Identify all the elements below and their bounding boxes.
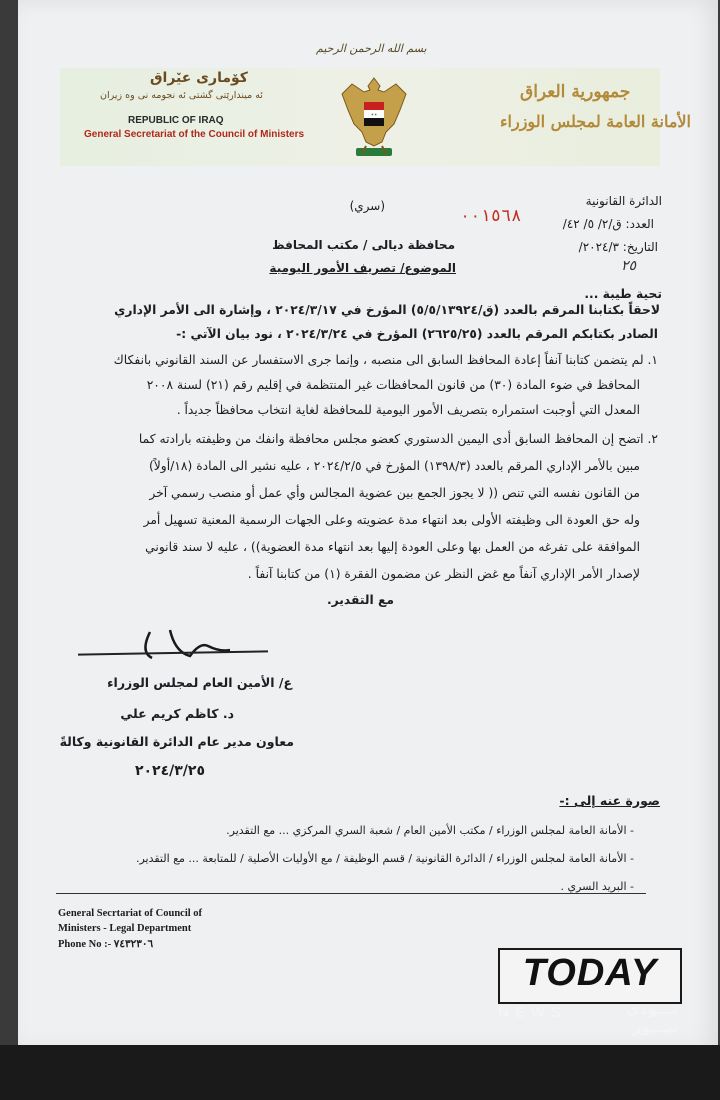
date-handwritten: ٢٥ <box>620 258 636 274</box>
footer-line-1: General Secrtariat of Council of <box>58 908 203 919</box>
item2-line4: وله حق العودة الى وظيفته الأولى بعد انتهاء مدة عضويته وعلى الجهات الرسمية المعنية تسهيل أمر <box>143 513 640 527</box>
item2-line3: من القانون نفسه التي تنص (( لا يجوز الجمع بين عضوية المجالس وأي عمل أو منصب رسمي آخر <box>149 486 640 500</box>
reference-number: العدد: ق/٢/ ٥/ ٤٢/ <box>562 217 654 231</box>
today-logo-text: TODAY <box>522 952 658 994</box>
item2-line1: ٢. اتضح إن المحافظ السابق أدى اليمين الدستوري كعضو مجلس محافظة وانفك من وظيفته بارادته كما <box>138 432 658 446</box>
footer-line-3: Phone No :- ٧٤٣٢٣٠٦ <box>58 939 154 950</box>
background-bottom <box>0 1045 720 1100</box>
signature-scrawl <box>130 622 240 672</box>
copy-line-2: - الأمانة العامة لمجلس الوزراء / الدائرة القانونية / قسم الوظيفة / مع الأوليات الأصلية / للمتابعة ... مع التقدير. <box>135 852 634 865</box>
closing: مع التقدير. <box>326 593 394 607</box>
item2-line5: الموافقة على تفرغه من العمل بها وعلى العودة إليها بعد انتهاء مدة العضوية)) ، عليه لا سند قانوني <box>145 540 640 554</box>
copy-line-1: - الأمانة العامة لمجلس الوزراء / مكتب الأمين العام / شعبة السري المركزي ... مع التقدير. <box>226 824 634 837</box>
kurdish-title: كوٚماری عیٚراق <box>150 70 248 86</box>
basmala: بسم الله الرحمن الرحيم <box>316 42 427 55</box>
today-logo <box>498 948 682 1004</box>
greeting: تحية طيبة ... <box>584 287 662 301</box>
news-label-arabic: تـــودي نيـــوز <box>626 1000 678 1036</box>
footer-divider <box>56 893 646 894</box>
signature-date: ٢٠٢٤/٣/٢٥ <box>134 763 205 779</box>
svg-text:✶✶: ✶✶ <box>370 112 378 117</box>
signatory-title: ع/ الأمين العام لمجلس الوزراء <box>107 675 292 690</box>
signatory-name: د. كاظم كريم علي <box>120 706 234 721</box>
item1-line1: ١. لم يتضمن كتابنا آنفاً إعادة المحافظ السابق الى منصبه ، وإنما جرى الاستفسار عن السند القانوني بانفكاك <box>113 353 658 367</box>
copy-line-3: - البريد السري . <box>560 880 634 893</box>
news-label: NEWS <box>498 1004 567 1021</box>
footer-line-2: Ministers - Legal Department <box>58 923 192 934</box>
item2-line2: مبين بالأمر الإداري المرقم بالعدد (١٣٩٨/٣) المؤرخ في ٢٠٢٤/٢/٥ ، عليه نشير الى المادة (١٨/أولاً) <box>148 459 640 473</box>
secretariat-english: General Secretariat of the Council of Ministers <box>84 129 305 140</box>
body-line-1: لاحقاً بكتابنا المرقم بالعدد (ق/٥/٥/١٣٩٢٤) المؤرخ في ٢٠٢٤/٣/١٧ ، وإشارة الى الأمر الإداري <box>114 303 660 317</box>
republic-arabic: جمهورية العراق <box>520 82 631 102</box>
item1-line3: المعدل التي أوجبت استمراره بتصريف الأمور اليومية للمحافظة لغاية انتخاب محافظاً جديداً . <box>176 403 640 417</box>
republic-english: REPUBLIC OF IRAQ <box>128 115 224 126</box>
secretariat-arabic: الأمانة العامة لمجلس الوزراء <box>500 112 691 131</box>
kurdish-subtitle: ئه ميندارێتی گشتی ئه نجومه نی وه زيران <box>100 90 263 101</box>
item1-line2: المحافظ في ضوء المادة (٣٠) من قانون المحافظات غير المنتظمة في إقليم رقم (٢١) لسنة ٢٠٠٨ <box>146 378 640 392</box>
secret-label: (سري) <box>349 199 385 213</box>
copies-heading: صورة عنه إلى :- <box>559 793 660 808</box>
eagle-emblem-icon <box>336 72 412 168</box>
body-line-2: الصادر بكتابكم المرقم بالعدد (٢٦٢٥/٢٥) المؤرخ في ٢٠٢٤/٣/٢٤ ، نود بيان الآتي :- <box>176 327 658 341</box>
signatory-position: معاون مدير عام الدائرة القانونية وكالةً <box>59 734 294 749</box>
subject: الموضوع/ تصريف الأمور اليومية <box>269 261 456 275</box>
date-label: التاريخ: ٢٠٢٤/٣/ <box>578 240 658 254</box>
department-label: الدائرة القانونية <box>585 194 662 208</box>
reference-stamp: ٠٠١٥٦٨ <box>460 206 522 226</box>
addressee: محافظة ديالى / مكتب المحافظ <box>272 238 455 252</box>
item2-line6: لإصدار الأمر الإداري آنفاً مع غض النظر عن مضمون الفقرة (١) من كتابنا آنفاً . <box>247 567 640 581</box>
